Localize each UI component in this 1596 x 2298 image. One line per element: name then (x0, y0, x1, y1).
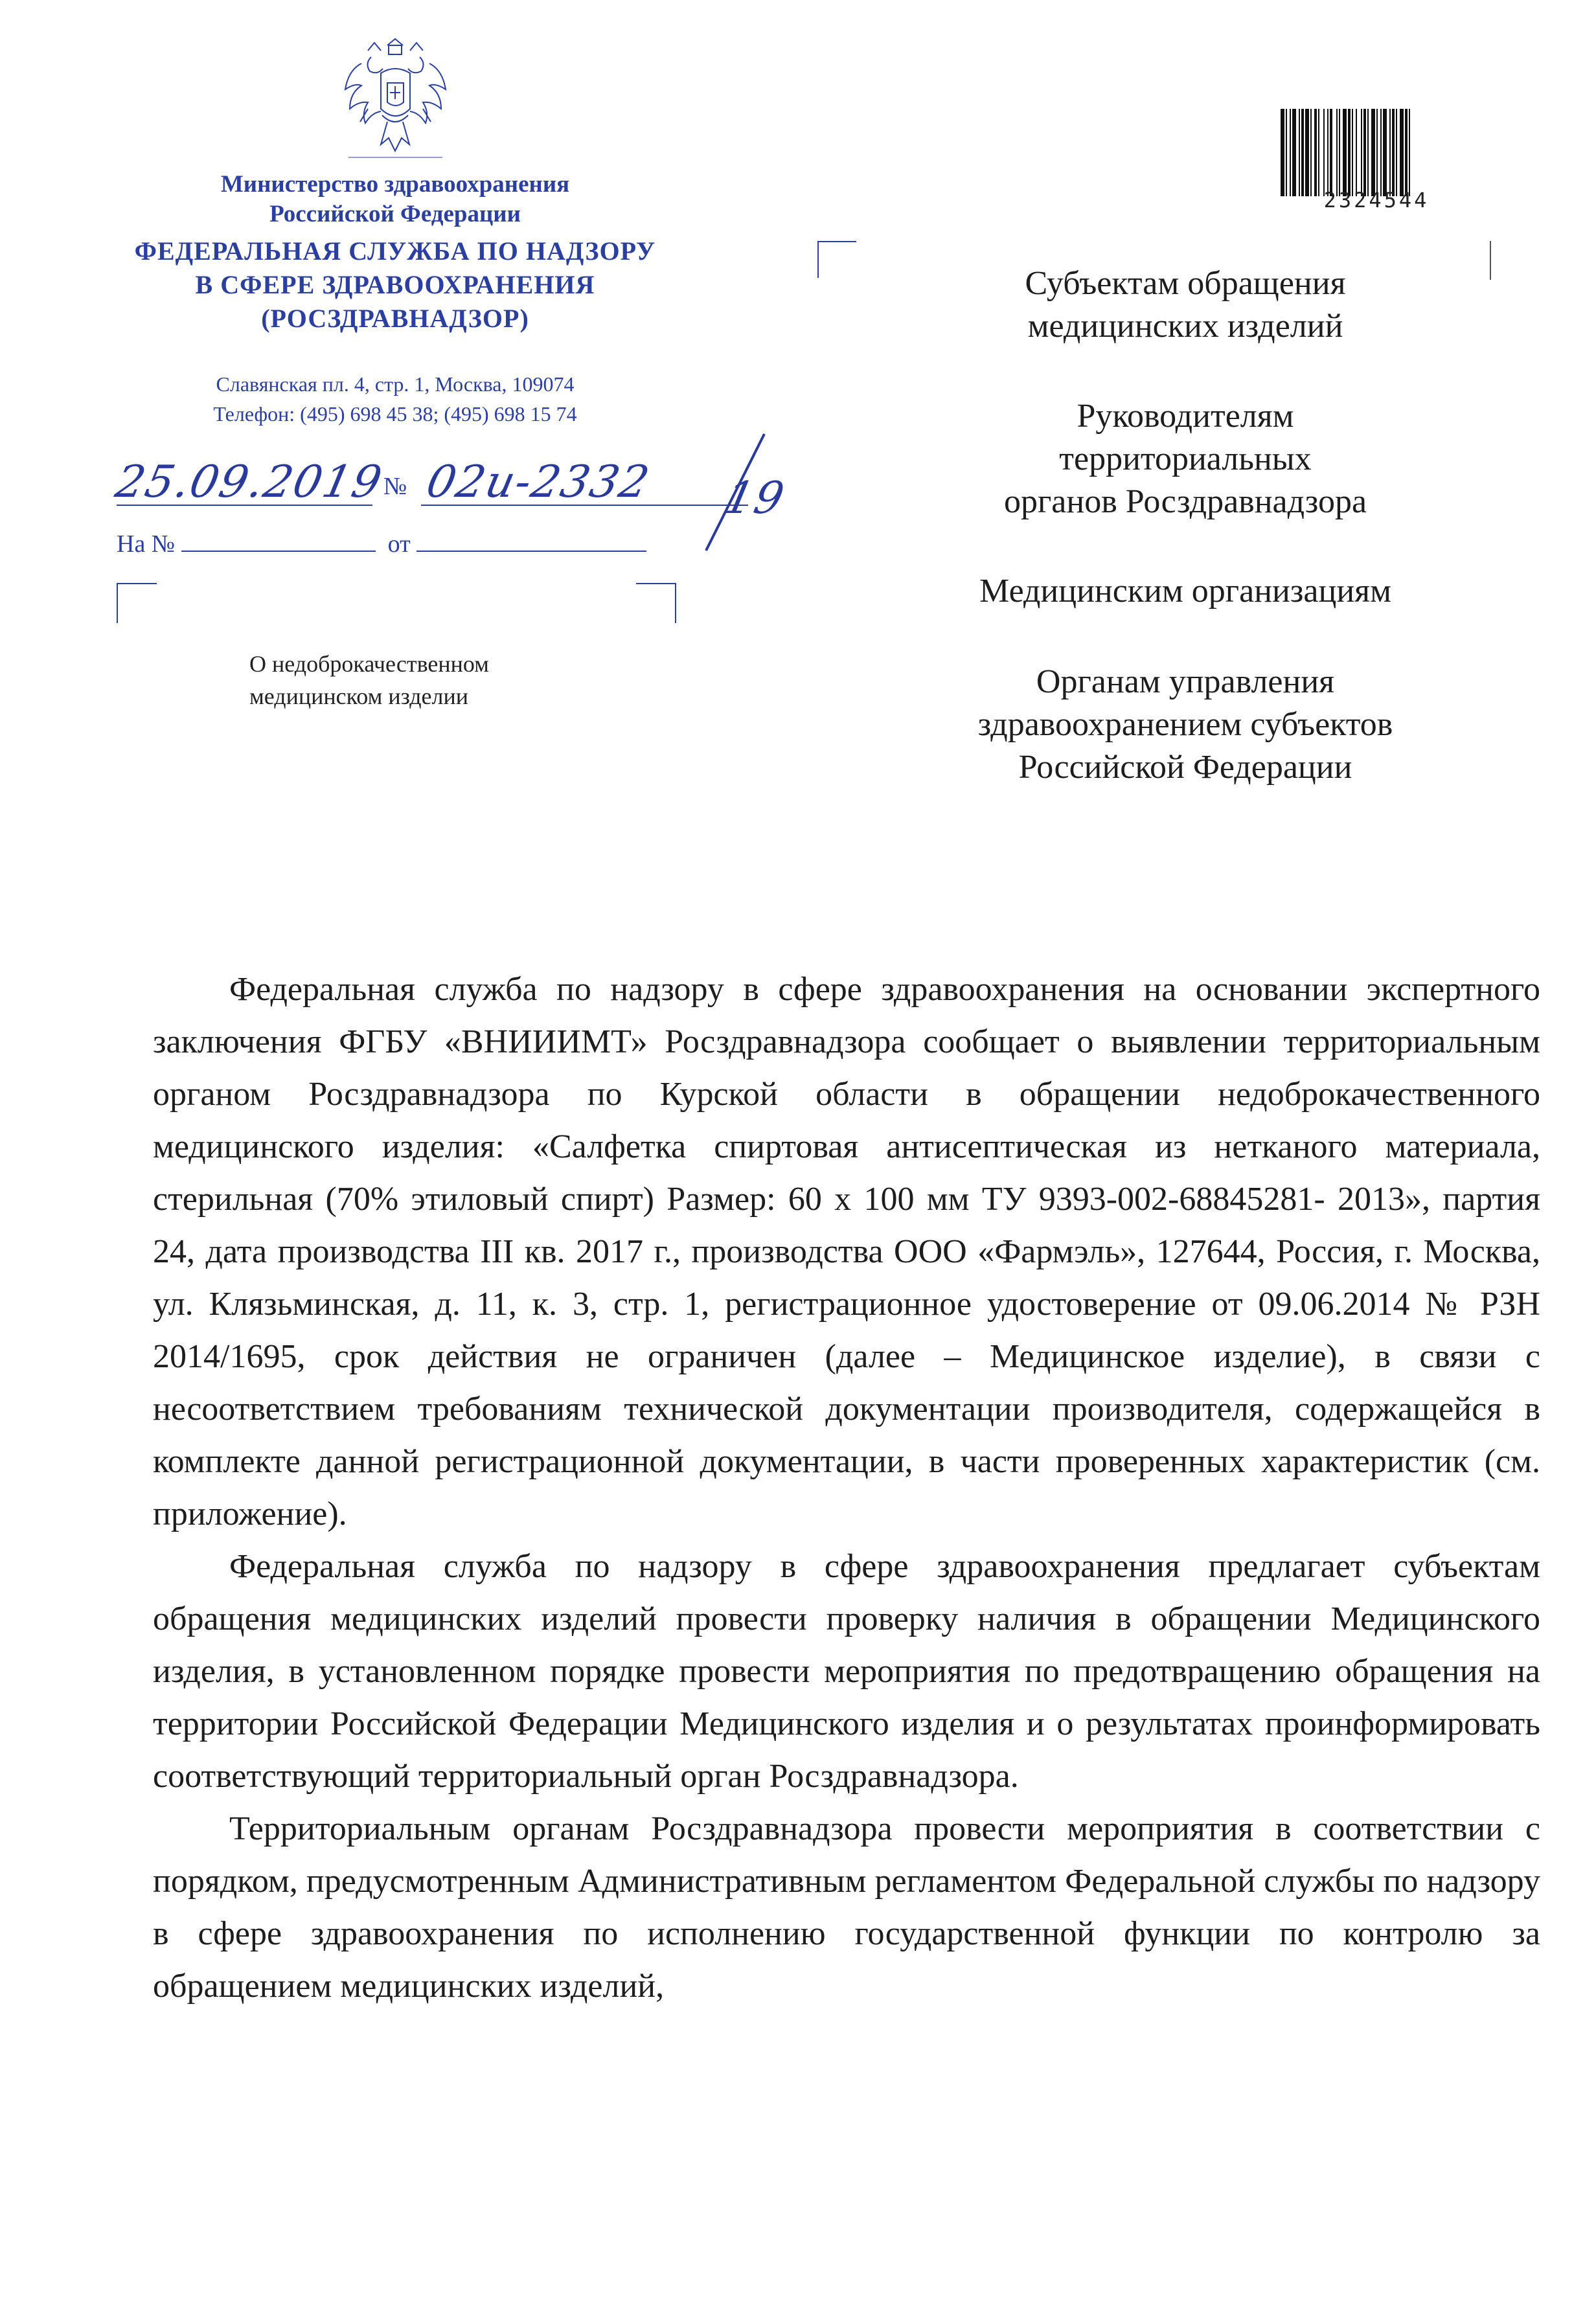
barcode-bar (1327, 109, 1328, 196)
barcode-bar (1409, 109, 1410, 196)
addressee-block (913, 395, 1457, 523)
barcode-bar (1281, 109, 1284, 196)
addressee-block (913, 262, 1457, 348)
barcode-bar (1383, 109, 1387, 196)
barcode-bar (1400, 109, 1404, 196)
barcode-bar (1336, 109, 1338, 196)
addressee-line: Органам управления (1036, 663, 1335, 700)
barcode-bar (1286, 109, 1287, 196)
ministry-name (117, 170, 674, 229)
letter-subject (249, 648, 489, 712)
registration-number: 02и-2332 (422, 457, 655, 508)
date-underline (117, 505, 372, 506)
reply-date-blank (416, 530, 646, 552)
barcode-bar (1310, 109, 1312, 196)
reply-number-blank (181, 530, 376, 552)
subject-line: медицинском изделии (249, 683, 469, 709)
addressee-line: медицинских изделий (1027, 308, 1343, 345)
barcode-bar (1371, 109, 1375, 196)
addressee-block (913, 661, 1457, 789)
addressee-line: органов Росздравнадзора (1003, 483, 1367, 520)
barcode-bar (1292, 109, 1296, 196)
phone-numbers: Телефон: (495) 698 45 38; (495) 698 15 74 (213, 402, 577, 426)
barcode-bar (1290, 109, 1291, 196)
registration-year-suffix: 19 (720, 473, 790, 524)
ministry-line: Министерство здравоохранения (220, 171, 570, 198)
barcode-bar (1318, 109, 1319, 196)
body-paragraph: Федеральная служба по надзору в сфере здравоохранения на основании экспертного заключения ФГБУ «ВНИИИМТ» Росздравнадзора сообщает о выявлении территориальным органом Росздравнадзора по Курской области в обращении недоброкачественного медицинского изделия: «Салфетка спиртовая антисептическая из нетканого материала, стерильная (70% этиловый спирт) Размер: 60 х 100 мм ТУ 9393-002-68845281- 2013», партия 24, дата производства III кв. 2017 г., производства ООО «Фармэль», 127644, Россия, г. Москва, ул. Клязьминская, д. 11, к. 3, стр. 1, регистрационное удостоверение от 09.06.2014 № РЗН 2014/1695, срок действия не ограничен (далее – Медицинское изделие), в связи с несоответствием требованиям технической документации производителя, содержащейся в комплекте данной регистрационной документации, в части проверенных характеристик (см. приложение). (153, 971, 1540, 1532)
addressee-line: здравоохранением субъектов (977, 706, 1393, 743)
subject-corner-left (117, 583, 157, 623)
addressee-corner-right (1461, 241, 1491, 280)
letterhead-contacts (117, 369, 674, 429)
barcode-bar (1339, 109, 1340, 196)
barcode-bar (1314, 109, 1317, 196)
addressee-line: Субъектам обращения (1025, 265, 1346, 302)
barcode-bar (1405, 109, 1408, 196)
addressee-line: территориальных (1059, 440, 1312, 477)
barcode-bar (1305, 109, 1309, 196)
barcode-bar (1380, 109, 1382, 196)
reply-from-label: от (387, 530, 411, 558)
subject-corner-right (636, 583, 676, 623)
double-headed-eagle-emblem-icon (342, 38, 449, 161)
number-sign: № (383, 473, 407, 500)
barcode-bar (1343, 109, 1347, 196)
barcode-bar (1356, 109, 1357, 196)
letter-body (153, 963, 1540, 2012)
ministry-line: Российской Федерации (269, 201, 521, 227)
barcode-bar (1330, 109, 1332, 196)
body-paragraph: Территориальным органам Росздравнадзора провести мероприятия в соответствии с порядком, предусмотренным Административным регламентом Федеральной службы по надзору в сфере здравоохранения по исполнению государственной функции по контролю за обращением медицинских изделий, (153, 1810, 1540, 2005)
barcode (1279, 109, 1474, 196)
barcode-bar (1367, 109, 1369, 196)
service-line: ФЕДЕРАЛЬНАЯ СЛУЖБА ПО НАДЗОРУ (134, 236, 656, 266)
barcode-bar (1389, 109, 1391, 196)
barcode-bar (1352, 109, 1353, 196)
addressee-block (913, 570, 1457, 613)
addressee-line: Медицинским организациям (979, 573, 1391, 609)
barcode-bar (1363, 109, 1366, 196)
addressee-line: Российской Федерации (1018, 749, 1352, 786)
reply-reference-line (117, 530, 646, 558)
barcode-bar (1301, 109, 1304, 196)
service-line: В СФЕРЕ ЗДРАВООХРАНЕНИЯ (195, 270, 595, 299)
reply-number-label: На № (117, 530, 176, 558)
service-name (78, 234, 712, 336)
service-line: (РОСЗДРАВНАДЗОР) (261, 304, 529, 333)
barcode-bar (1376, 109, 1378, 196)
registration-date: 25.09.2019 (111, 457, 387, 508)
barcode-bar (1361, 109, 1362, 196)
barcode-bar (1396, 109, 1397, 196)
barcode-bar (1323, 109, 1325, 196)
body-paragraph: Федеральная служба по надзору в сфере здравоохранения предлагает субъектам обращения медицинских изделий провести проверку наличия в обращении Медицинского изделия, в установленном порядке провести мероприятия по предотвращению обращения на территории Российской Федерации Медицинского изделия и о результатах проинформировать соответствующий территориальный орган Росздравнадзора. (153, 1548, 1540, 1795)
barcode-bar (1348, 109, 1351, 196)
barcode-bar (1299, 109, 1300, 196)
addressee-corner-left (817, 241, 856, 278)
subject-line: О недоброкачественном (249, 651, 489, 677)
barcode-number: 2324544 (1323, 188, 1430, 212)
addressee-line: Руководителям (1077, 398, 1294, 435)
postal-address: Славянская пл. 4, стр. 1, Москва, 109074 (216, 372, 575, 396)
barcode-bar (1392, 109, 1395, 196)
